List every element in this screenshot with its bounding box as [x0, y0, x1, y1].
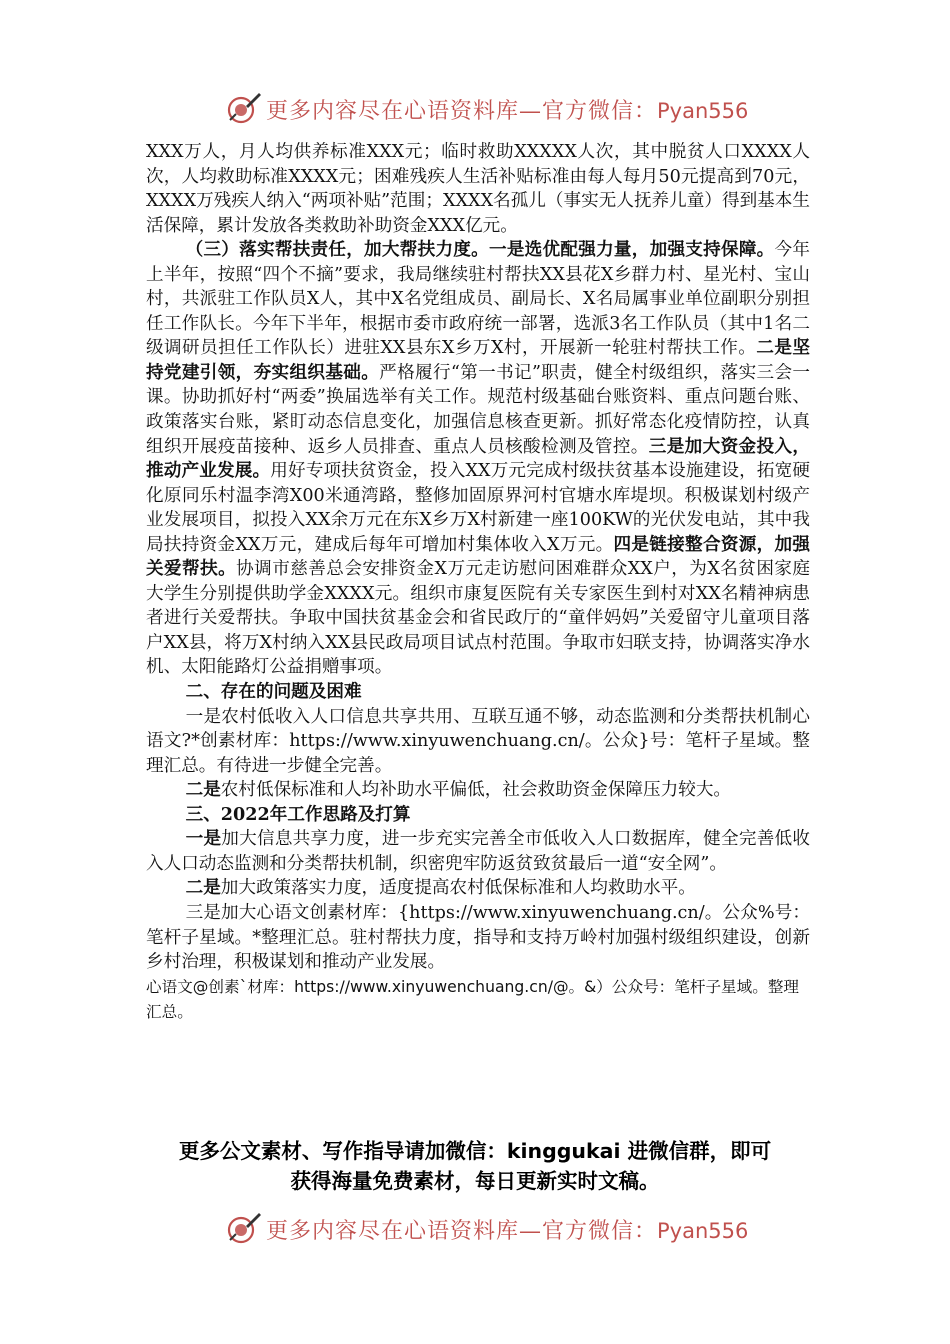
banner-wechat-id: Pyan556	[657, 99, 749, 123]
banner-wechat-id: Pyan556	[657, 1219, 749, 1243]
paragraph-text: 加大信息共享力度，进一步充实完善全市低收入人口数据库，健全完善低收入人口动态监测和分类帮扶机制，织密兜牢防返贫致贫最后一道“安全网”。	[146, 829, 810, 874]
paragraph-text: 加大政策落实力度，适度提高农村低保标准和人均救助水平。	[220, 878, 696, 899]
paragraph-text: 协调市慈善总会安排资金X万元走访慰问困难群众XX户，为X名贫困家庭大学生分别提供助学金XXXX元。组织市康复医院有关专家医生到村对XX名精神病患者进行关爱帮扶。争取中国扶贫基金会和省民政厅的“童伴妈妈”关爱留守儿童项目落户XX县，将万X村纳入XX县民政局项目试点村范围。争取市妇联支持，协调落实净水机、太阳能路灯公益捐赠事项。	[146, 559, 810, 678]
pen-logo-icon	[226, 90, 262, 126]
section-heading-plans: 三、2022年工作思路及打算	[185, 803, 411, 825]
paragraph-plan-1	[146, 827, 810, 876]
promo-line-1: 更多公文素材、写作指导请加微信：kinggukai 进微信群，即可	[178, 1139, 772, 1163]
footer-banner	[0, 1206, 950, 1254]
pen-logo-icon	[226, 1210, 262, 1246]
document-body	[146, 140, 810, 1025]
paragraph-text: 严格履行“第一书记”职责，健全村级组织，落实三会一课。协助抓好村“两委”换届选举有关工作。规范村级基础台账资料、重点问题台账、政策落实台账，紧盯动态信息变化，加强信息核查更新。抓好常态化疫情防控，认真组织开展疫苗接种、返乡人员排查、重点人员核酸检测及管控。	[146, 362, 810, 457]
promo-line-2: 获得海量免费素材，每日更新实时文稿。	[290, 1169, 660, 1193]
promo-notice	[120, 1136, 830, 1196]
section-heading-3: （三）落实帮扶责任，加大帮扶力度。一是选优配强力量，加强支持保障。	[185, 239, 775, 261]
paragraph-plan-2	[146, 876, 810, 901]
banner-text	[266, 1214, 748, 1245]
point-heading: 二是	[185, 779, 221, 801]
banner-slogan: 更多内容尽在心语资料库—官方微信：	[266, 99, 658, 124]
banner-slogan: 更多内容尽在心语资料库—官方微信：	[266, 1219, 658, 1244]
paragraph-assistance-stats: XXX万人，月人均供养标准XXX元；临时救助XXXXX人次，其中脱贫人口XXXX人次，人均救助标准XXXX元；困难残疾人生活补贴标准由每人每月50元提高到70元，XXXX万残疾人纳入“两项补贴”范围；XXXX名孤儿（事实无人抚养儿童）得到基本生活保障，累计发放各类救助补助资金XXX亿元。	[146, 142, 810, 236]
point-heading: 三是加大资金投入，推动产业发展。	[146, 435, 810, 482]
paragraph-text: 用好专项扶贫资金，投入XX万元完成村级扶贫基本设施建设，拓宽硬化原同乐村温李湾X00米通湾路，整修加固原界河村官塘水库堤坝。积极谋划村级产业发展项目，拟投入XX余万元在东X乡万X村新建一座100KW的光伏发电站，其中我局扶持资金XX万元，建成后每年可增加村集体收入X万元。	[146, 461, 810, 555]
point-heading: 一是	[185, 828, 222, 850]
paragraph-problem-1: 一是农村低收入人口信息共享共用、互联互通不够，动态监测和分类帮扶机制心语文?*创素材库：https://www.xinyuwenchuang.cn/。公众}号：笔杆子星域。整理汇总。有待进一步健全完善。	[146, 706, 810, 776]
paragraph-problem-2	[146, 778, 810, 803]
paragraph-plan-3: 三是加大心语文创素材库：{https://www.xinyuwenchuang.cn/。公众%号：笔杆子星域。*整理汇总。驻村帮扶力度，指导和支持万岭村加强村级组织建设，创新乡村治理，积极谋划和推动产业发展。	[146, 902, 810, 973]
banner-text	[266, 94, 748, 125]
section-heading-problems: 二、存在的问题及困难	[185, 681, 362, 703]
paragraph-text: 今年上半年，按照“四个不摘”要求，我局继续驻村帮扶XX县花X乡群力村、星光村、宝山村，共派驻工作队员X人，其中X名党组成员、副局长、X名局属事业单位副职分别担任工作队长。今年下半年，根据市委市政府统一部署，选派3名工作队员（其中1名二级调研员担任工作队长）进驻XX县东X乡万X村，开展新一轮驻村帮扶工作。	[146, 240, 810, 359]
paragraph-assistance-responsibility	[146, 238, 810, 680]
point-heading: 二是	[185, 877, 221, 899]
paragraph-text: 农村低保标准和人均补助水平偏低，社会救助资金保障压力较大。	[220, 780, 732, 801]
paragraph-source-note: 心语文@创素`材库：https://www.xinyuwenchuang.cn/@。&）公众号：笔杆子星域。整理汇总。	[146, 977, 800, 1021]
point-heading: 四是链接整合资源，加强关爱帮扶。	[146, 533, 810, 580]
header-banner	[0, 86, 950, 134]
point-heading: 二是坚持党建引领，夯实组织基础。	[146, 337, 810, 383]
